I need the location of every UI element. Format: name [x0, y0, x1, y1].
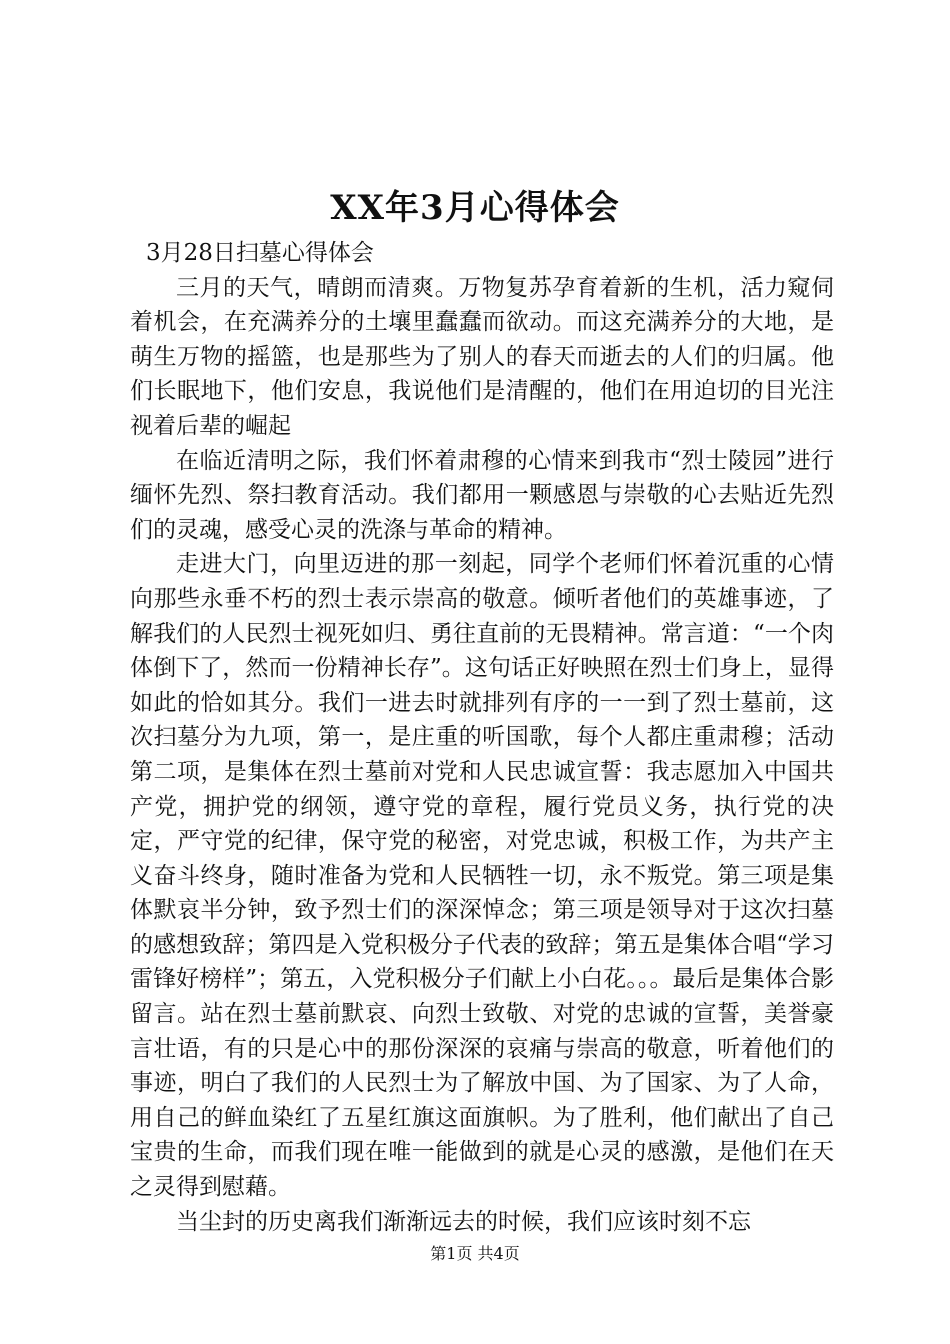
paragraph-4: 当尘封的历史离我们渐渐远去的时候，我们应该时刻不忘: [176, 1208, 751, 1235]
paragraph-1: 三月的天气，晴朗而清爽。万物复苏孕育着新的生机，活力窥伺着机会，在充满养分的土壤里蠢蠢而欲动。而这充满养分的大地，是萌生万物的摇篮，也是那些为了别人的春天而逝去的人们的归属。他们长眠地下，他们安息，我说他们是清醒的，他们在用迫切的目光注视着后辈的崛起: [130, 274, 834, 439]
paragraph-3: 走进大门，向里迈进的那一刻起，同学个老师们怀着沉重的心情向那些永垂不朽的烈士表示崇高的敬意。倾听者他们的英雄事迹，了解我们的人民烈士视死如归、勇往直前的无畏精神。常言道：“一个肉体倒下了，然而一份精神长存”。这句话正好映照在烈士们身上，显得如此的恰如其分。我们一进去时就排列有序的一一到了烈士墓前，这次扫墓分为九项，第一，是庄重的听国歌，每个人都庄重肃穆；活动第二项，是集体在烈士墓前对党和人民忠诚宣誓：我志愿加入中国共产党，拥护党的纲领，遵守党的章程，履行党员义务，执行党的决定，严守党的纪律，保守党的秘密，对党忠诚，积极工作，为共产主义奋斗终身，随时准备为党和人民牺牲一切，永不叛党。第三项是集体默哀半分钟，致予烈士们的深深悼念；第三项是领导对于这次扫墓的感想致辞；第四是入党积极分子代表的致辞；第五是集体合唱“学习雷锋好榜样”；第五，入党积极分子们献上小白花。。。最后是集体合影留言。站在烈士墓前默哀、向烈士致敬、对党的忠诚的宣誓，美誉豪言壮语，有的只是心中的那份深深的哀痛与崇高的敬意，听着他们的事迹，明白了我们的人民烈士为了解放中国、为了国家、为了人命，用自己的鲜血染红了五星红旗这面旗帜。为了胜利，他们献出了自己宝贵的生命，而我们现在唯一能做到的就是心灵的感激，是他们在天之灵得到慰藉。: [130, 551, 834, 1201]
document-subtitle: 3月28日扫墓心得体会: [146, 240, 374, 266]
document-title: XX年3月心得体会: [330, 188, 620, 228]
document-body: [130, 236, 834, 1239]
page-number-footer: 第1页 共4页: [430, 1244, 520, 1263]
paragraph-2: 在临近清明之际，我们怀着肃穆的心情来到我市“烈士陵园”进行缅怀先烈、祭扫教育活动。我们都用一颗感恩与崇敬的心去贴近先烈们的灵魂，感受心灵的洗涤与革命的精神。: [130, 447, 834, 543]
